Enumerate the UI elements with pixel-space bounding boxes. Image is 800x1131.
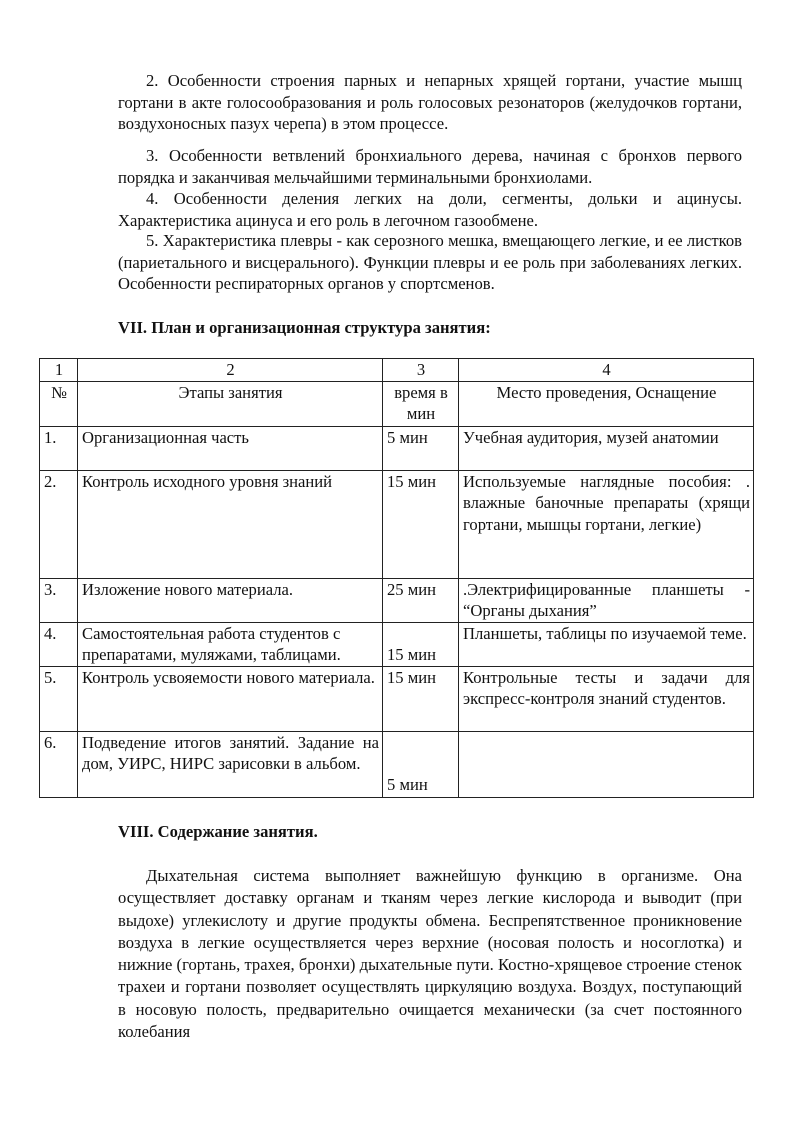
section-7-heading: VII. План и организационная структура занятия:: [118, 318, 491, 337]
row-place: Используемые наглядные пособия: . влажные баночные препараты (хрящи гортани, мышцы гортани, легкие): [459, 470, 754, 578]
header-place: Место проведения, Оснащение: [459, 381, 754, 426]
table-row: [40, 622, 754, 666]
row-stage: Контроль усвояемости нового материала.: [78, 666, 383, 731]
row-time-cell: [383, 622, 459, 666]
section-8-heading: VIII. Содержание занятия.: [118, 822, 318, 841]
intro-item-4: 4. Особенности деления легких на доли, сегменты, дольки и ацинусы. Характеристика ацинуса и его роль в легочном газообмене.: [118, 189, 742, 230]
header-number: №: [40, 381, 78, 426]
table-column-numbers-row: [40, 359, 754, 382]
row-place: Планшеты, таблицы по изучаемой теме.: [459, 622, 754, 666]
row-stage: Подведение итогов занятий. Задание на дом, УИРС, НИРС зарисовки в альбом.: [78, 731, 383, 797]
row-time: 15 мин: [383, 666, 459, 731]
row-stage: Самостоятельная работа студентов с препаратами, муляжами, таблицами.: [78, 622, 383, 666]
col-number-2: 2: [78, 359, 383, 382]
intro-item-2: 2. Особенности строения парных и непарных хрящей гортани, участие мышц гортани в акте голосообразования и роль голосовых резонаторов (желудочков гортани, воздухоносных пазух черепа) в этом процессе.: [118, 71, 742, 134]
table-row: [40, 666, 754, 731]
col-number-1: 1: [40, 359, 78, 382]
row-place: [459, 731, 754, 797]
row-time: 5 мин: [387, 774, 428, 794]
intro-item-3: 3. Особенности ветвлений бронхиального дерева, начиная с бронхов первого порядка и заканчивая мельчайшими терминальными бронхиолами.: [118, 146, 742, 187]
col-number-4: 4: [459, 359, 754, 382]
header-time: время в мин: [383, 381, 459, 426]
row-time: 15 мин: [383, 470, 459, 578]
row-place: Учебная аудитория, музей анатомии: [459, 426, 754, 470]
row-time: 25 мин: [383, 578, 459, 622]
row-stage: Организационная часть: [78, 426, 383, 470]
row-time: 5 мин: [383, 426, 459, 470]
row-place: Контрольные тесты и задачи для экспресс-контроля знаний студентов.: [459, 666, 754, 731]
table-header-row: [40, 381, 754, 426]
row-time-cell: [383, 731, 459, 797]
row-number: 2.: [40, 470, 78, 578]
lesson-plan-table: [39, 358, 754, 798]
row-stage: Контроль исходного уровня знаний: [78, 470, 383, 578]
table-row: [40, 731, 754, 797]
row-number: 3.: [40, 578, 78, 622]
row-number: 4.: [40, 622, 78, 666]
section-8-paragraph: Дыхательная система выполняет важнейшую функцию в организме. Она осуществляет доставку органам и тканям через легкие кислорода и выводит (при выдохе) углекислоту и другие продукты обмена. Беспрепятственное проникновение воздуха в легкие осуществляется через верхние (носовая полость и носоглотка) и нижние (гортань, трахея, бронхи) дыхательные пути. Костно-хрящевое строение стенок трахеи и гортани позволяет осуществлять циркуляцию воздуха. Воздух, поступающий в носовую полость, предварительно очищается механически (за счет постоянного колебания: [118, 866, 742, 1042]
header-stage: Этапы занятия: [78, 381, 383, 426]
row-number: 5.: [40, 666, 78, 731]
row-stage: Изложение нового материала.: [78, 578, 383, 622]
intro-item-5: 5. Характеристика плевры - как серозного мешка, вмещающего легкие, и ее листков (париетального и висцерального). Функции плевры и ее роль при заболеваниях легких. Особенности респираторных органов у спортсменов.: [118, 231, 742, 294]
row-time: 15 мин: [387, 644, 437, 664]
table-row: [40, 470, 754, 578]
row-number: 6.: [40, 731, 78, 797]
row-place: .Электрифицированные планшеты - “Органы дыхания”: [459, 578, 754, 622]
table-row: [40, 578, 754, 622]
table-row: [40, 426, 754, 470]
section-8-body: [118, 865, 742, 1043]
col-number-3: 3: [383, 359, 459, 382]
row-number: 1.: [40, 426, 78, 470]
